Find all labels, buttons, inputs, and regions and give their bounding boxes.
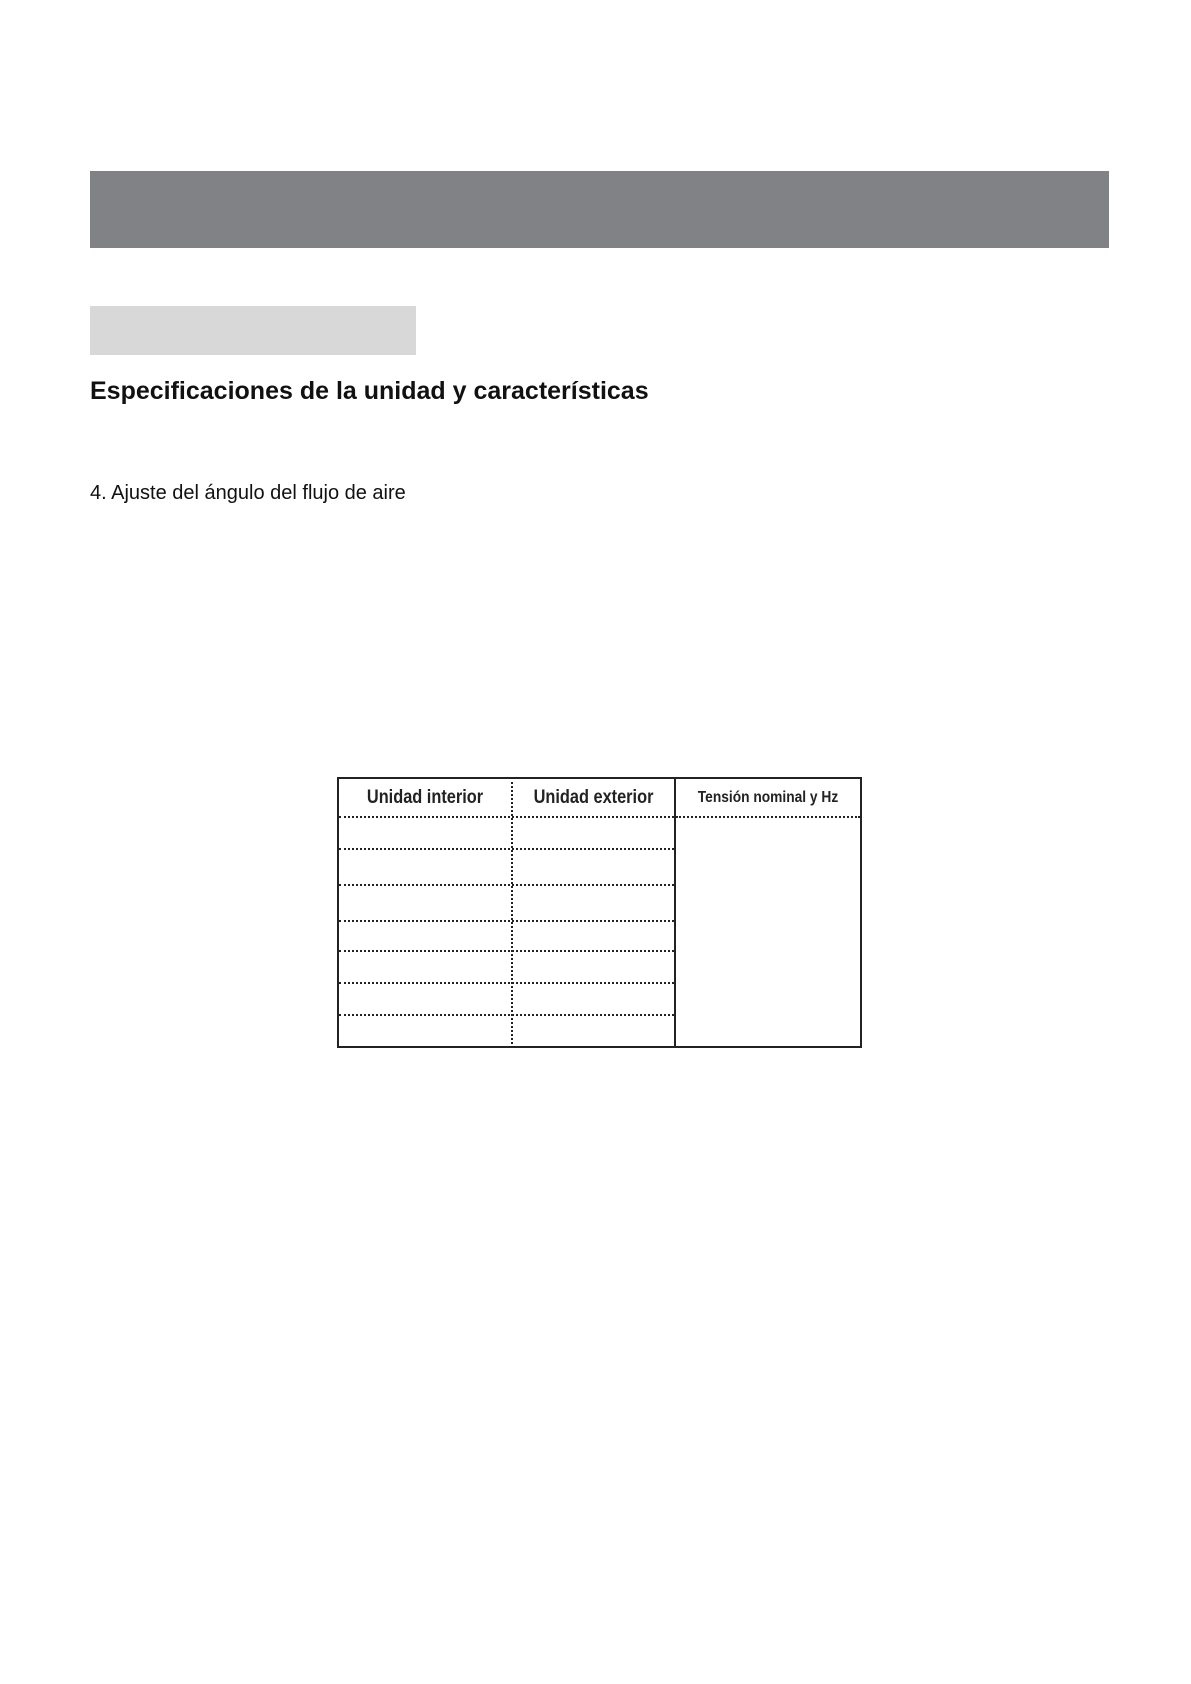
table-row-rule: [339, 884, 674, 886]
column-header-indoor-unit: Unidad interior: [366, 786, 484, 808]
section-tab: [90, 306, 416, 355]
table-border-right: [860, 777, 862, 1048]
table-row-rule: [339, 920, 674, 922]
table-row-rule: [339, 816, 674, 818]
table-border-bottom: [337, 1046, 862, 1048]
table-header-rule-voltage: [676, 816, 860, 818]
column-header-rated-voltage: Tensión nominal y Hz: [697, 788, 839, 806]
header-bar: [90, 171, 1109, 248]
table-row-rule: [339, 982, 674, 984]
table-row-rule: [339, 848, 674, 850]
model-table: [337, 777, 862, 1048]
column-header-outdoor-unit: Unidad exterior: [533, 786, 654, 808]
table-row-rule: [339, 1014, 674, 1016]
section-heading: Especificaciones de la unidad y características: [90, 377, 649, 405]
item-title: 4. Ajuste del ángulo del flujo de aire: [90, 482, 406, 504]
table-row-rule: [339, 950, 674, 952]
